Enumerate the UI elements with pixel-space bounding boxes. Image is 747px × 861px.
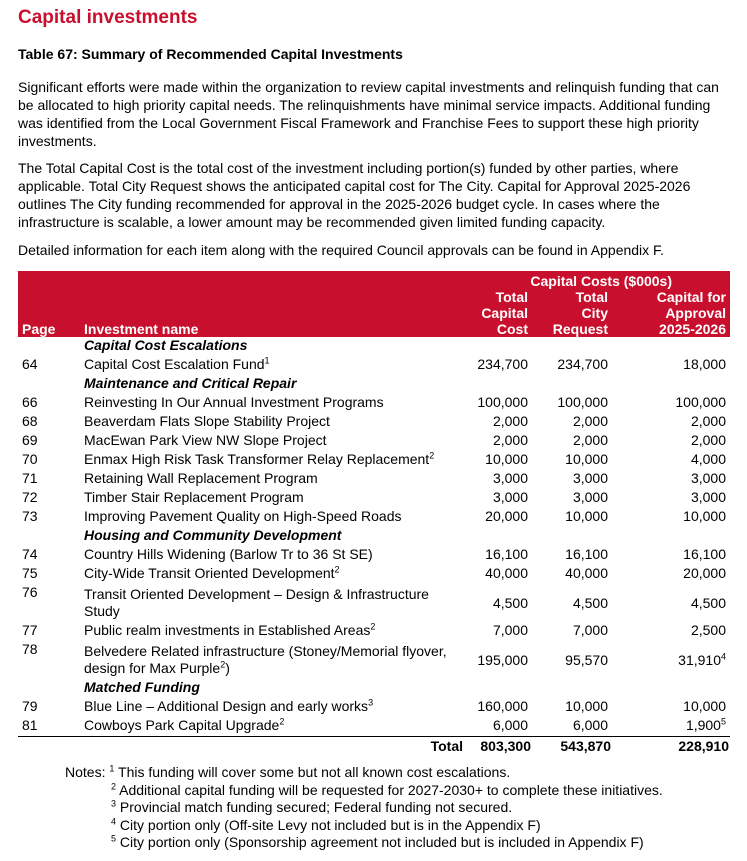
investment-name-cell xyxy=(80,717,464,736)
investment-name: Timber Stair Replacement Program xyxy=(84,489,304,505)
footnote-ref: 3 xyxy=(368,697,374,708)
total-capital-cost-cell: 195,000 xyxy=(477,651,528,668)
note-text: City portion only (Sponsorship agreement not included but is included in Appendix F) xyxy=(119,834,644,850)
table-row xyxy=(18,565,730,584)
total-city-request-cell: 10,000 xyxy=(565,451,608,467)
approval-cell xyxy=(612,356,730,375)
total-city-request-cell: 100,000 xyxy=(557,394,608,410)
footnote-ref: 2 xyxy=(370,621,376,632)
section-label: Capital Cost Escalations xyxy=(84,337,248,353)
page-number: 78 xyxy=(22,641,38,657)
section-row xyxy=(18,337,730,356)
investment-name-cell xyxy=(80,451,464,470)
table-row xyxy=(18,356,730,375)
approval-value: 10,000 xyxy=(683,508,726,524)
table-row xyxy=(18,641,730,679)
approval-cell xyxy=(612,451,730,470)
intro-paragraph: Significant efforts were made within the organization to review capital investments and relinquish funding that can be allocated to high priority capital needs. The relinquishments have minimal service impacts. Additional funding was identified from the Local Government Fiscal Framework and Franchise Fees to support these high priority investments. xyxy=(18,79,719,149)
total-city-request: 543,870 xyxy=(560,737,611,754)
total-capital-cost-cell: 160,000 xyxy=(477,698,528,714)
total-label: Total xyxy=(430,737,463,754)
investment-name: City-Wide Transit Oriented Development xyxy=(84,565,335,581)
footnote-ref: 1 xyxy=(264,355,270,366)
investment-name: Reinvesting In Our Annual Investment Programs xyxy=(84,394,384,410)
total-capital-cost-cell: 40,000 xyxy=(485,565,528,581)
section-row xyxy=(18,679,730,698)
total-capital-cost-cell: 10,000 xyxy=(485,451,528,467)
total-city-request-cell: 4,500 xyxy=(572,594,608,611)
note-number: 2 xyxy=(111,780,117,791)
col-total-cost-line2: Capital xyxy=(481,305,528,321)
note-item xyxy=(65,834,663,852)
total-capital-cost-cell: 7,000 xyxy=(492,622,528,638)
total-city-request-cell: 234,700 xyxy=(557,356,608,372)
approval-value: 2,000 xyxy=(690,413,726,429)
investment-name: MacEwan Park View NW Slope Project xyxy=(84,432,327,448)
table-row xyxy=(18,508,730,527)
investment-name-cell xyxy=(80,356,464,375)
table-row xyxy=(18,622,730,641)
footnote-ref: 2 xyxy=(220,659,226,670)
table-header xyxy=(18,271,730,337)
section-label: Maintenance and Critical Repair xyxy=(84,375,297,391)
note-item xyxy=(65,764,663,782)
approval-cell xyxy=(612,413,730,432)
approval-value: 10,000 xyxy=(683,698,726,714)
total-capital-cost-cell: 2,000 xyxy=(492,432,528,448)
page-number: 75 xyxy=(22,565,38,581)
approval-value: 1,900 xyxy=(685,717,721,733)
investment-name: Capital Cost Escalation Fund xyxy=(84,356,265,372)
page-number: 68 xyxy=(22,413,38,429)
group-header: Capital Costs ($000s) xyxy=(530,273,672,289)
page-number: 77 xyxy=(22,622,38,638)
note-number: 3 xyxy=(111,798,117,809)
total-row xyxy=(18,736,730,755)
page-number: 74 xyxy=(22,546,38,562)
approval-cell xyxy=(612,622,730,641)
total-city-request-cell: 10,000 xyxy=(565,698,608,714)
total-city-request-cell: 6,000 xyxy=(532,717,612,736)
investment-name-cell xyxy=(80,546,464,565)
investment-name-cell xyxy=(80,565,464,584)
section-row xyxy=(18,527,730,546)
approval-value: 18,000 xyxy=(683,356,726,372)
investment-name-cell xyxy=(80,489,464,508)
total-city-request-cell: 2,000 xyxy=(572,413,608,429)
note-number: 1 xyxy=(109,763,115,774)
approval-value: 31,910 xyxy=(678,651,721,668)
investment-name: Transit Oriented Development – Design & Infrastructure Study xyxy=(84,586,429,619)
table-title: Table 67: Summary of Recommended Capital Investments xyxy=(18,46,403,62)
table-row xyxy=(18,413,730,432)
approval-value: 2,500 xyxy=(690,622,726,638)
col-total-cost-line1: Total xyxy=(495,289,528,305)
section-row xyxy=(18,375,730,394)
approval-value: 3,000 xyxy=(690,489,726,505)
table-row xyxy=(18,698,730,717)
page-number: 72 xyxy=(22,489,38,505)
footnote-ref: 2 xyxy=(429,450,435,461)
col-approval-line2: Approval xyxy=(665,305,726,321)
page-number: 64 xyxy=(22,356,38,372)
note-text: Additional capital funding will be requested for 2027-2030+ to complete these initiatives. xyxy=(119,781,663,798)
note-text: Provincial match funding secured; Federal funding not secured. xyxy=(119,799,513,815)
page-number: 79 xyxy=(22,698,38,714)
total-city-request-cell: 2,000 xyxy=(572,432,608,448)
section-heading: Capital investments xyxy=(18,7,198,28)
approval-cell xyxy=(612,470,730,489)
total-capital-cost-cell: 6,000 xyxy=(464,717,532,736)
approval-cell xyxy=(612,489,730,508)
page-number: 69 xyxy=(22,432,38,448)
investment-name-cell xyxy=(80,698,464,717)
col-city-request-line3: Request xyxy=(552,321,608,337)
investment-name: Belvedere Related infrastructure (Stoney/Memorial flyover, design for Max Purple xyxy=(84,643,447,676)
approval-value: 16,100 xyxy=(683,546,726,562)
section-label: Housing and Community Development xyxy=(84,527,342,543)
col-approval-line1: Capital for xyxy=(656,289,726,305)
footnote-ref: 4 xyxy=(720,650,726,661)
total-city-request-cell: 3,000 xyxy=(572,489,608,505)
approval-cell xyxy=(612,508,730,527)
col-city-request-line2: City xyxy=(581,305,608,321)
investment-name: Public realm investments in Established Areas xyxy=(84,622,371,638)
col-investment-name: Investment name xyxy=(84,321,199,337)
footnote-ref: 2 xyxy=(334,564,340,575)
page-number: 66 xyxy=(22,394,38,410)
investment-name: Beaverdam Flats Slope Stability Project xyxy=(84,413,330,429)
total-city-request-cell: 3,000 xyxy=(572,470,608,486)
note-number: 4 xyxy=(111,815,117,826)
table-notes xyxy=(65,764,663,852)
total-capital-cost-cell: 20,000 xyxy=(485,508,528,524)
note-text: City portion only (Off-site Levy not included but is in the Appendix F) xyxy=(119,816,541,833)
page-number: 73 xyxy=(22,508,38,524)
approval-cell xyxy=(612,546,730,565)
total-capital-cost-cell: 3,000 xyxy=(492,489,528,505)
total-city-request-cell: 95,570 xyxy=(565,651,608,668)
capital-investments-table xyxy=(18,271,730,755)
approval-cell xyxy=(612,717,730,736)
investment-name: Cowboys Park Capital Upgrade xyxy=(84,717,280,733)
investment-name: Improving Pavement Quality on High-Speed Roads xyxy=(84,508,402,524)
col-approval-line3: 2025-2026 xyxy=(659,321,726,337)
investment-name-cell xyxy=(80,508,464,527)
investment-name-cell xyxy=(80,470,464,489)
investment-name-cell xyxy=(80,622,464,641)
total-capital-cost-cell: 16,100 xyxy=(485,546,528,562)
section-label: Matched Funding xyxy=(84,679,200,695)
notes-label: Notes: xyxy=(65,764,106,780)
col-total-cost-line3: Cost xyxy=(496,321,528,337)
approval-value: 3,000 xyxy=(690,470,726,486)
table-row xyxy=(18,451,730,470)
investment-name: Blue Line – Additional Design and early works xyxy=(84,698,369,714)
page-number: 71 xyxy=(22,470,38,486)
note-number: 5 xyxy=(111,833,117,844)
investment-name-cell xyxy=(80,584,464,622)
table-row xyxy=(18,432,730,451)
total-approval: 228,910 xyxy=(678,737,729,754)
investment-name-tail: ) xyxy=(225,660,230,676)
table-row xyxy=(18,394,730,413)
table-body xyxy=(18,337,730,736)
table-row xyxy=(18,546,730,565)
approval-value: 20,000 xyxy=(683,565,726,581)
approval-cell xyxy=(612,432,730,451)
total-city-request-cell: 16,100 xyxy=(565,546,608,562)
investment-name-cell xyxy=(80,413,464,432)
total-capital-cost-cell: 3,000 xyxy=(492,470,528,486)
approval-cell xyxy=(612,565,730,584)
definition-paragraph: The Total Capital Cost is the total cost of the investment including portion(s) funded by other parties, where applicable. Total City Request shows the anticipated capital cost for The City. Capital for Approval 2025-2026 outlines The City funding recommended for approval in the 2025-2026 budget cycle. In cases where the infrastructure is scalable, a lower amount may be recommended given limited funding capacity. xyxy=(18,160,691,230)
approval-cell xyxy=(612,394,730,413)
col-page: Page xyxy=(22,321,56,337)
total-city-request-cell: 10,000 xyxy=(565,508,608,524)
note-item xyxy=(65,782,663,800)
table-row xyxy=(18,489,730,508)
footnote-ref: 2 xyxy=(279,716,285,727)
approval-value: 2,000 xyxy=(690,432,726,448)
investment-name: Enmax High Risk Task Transformer Relay Replacement xyxy=(84,451,430,467)
table-row xyxy=(18,717,730,736)
approval-value: 100,000 xyxy=(675,394,726,410)
appendix-paragraph: Detailed information for each item along with the required Council approvals can be found in Appendix F. xyxy=(18,242,664,258)
note-item xyxy=(65,799,663,817)
investment-name-cell xyxy=(80,641,464,679)
table-row xyxy=(18,584,730,622)
table-row xyxy=(18,470,730,489)
col-city-request-line1: Total xyxy=(575,289,608,305)
approval-value: 4,000 xyxy=(690,451,726,467)
page-number: 76 xyxy=(22,584,38,600)
total-capital-cost-cell: 234,700 xyxy=(477,356,528,372)
total-capital-cost-cell: 100,000 xyxy=(477,394,528,410)
approval-cell xyxy=(612,584,730,622)
total-city-request-cell: 7,000 xyxy=(572,622,608,638)
investment-name: Retaining Wall Replacement Program xyxy=(84,470,318,486)
approval-value: 4,500 xyxy=(690,594,726,611)
total-capital-cost: 803,300 xyxy=(480,737,531,754)
total-capital-cost-cell: 4,500 xyxy=(492,594,528,611)
page-number: 70 xyxy=(22,451,38,467)
investment-name-cell xyxy=(80,394,464,413)
approval-cell xyxy=(612,698,730,717)
note-item xyxy=(65,817,663,835)
page-number: 81 xyxy=(18,717,80,736)
note-text: This funding will cover some but not all known cost escalations. xyxy=(118,764,511,780)
footnote-ref: 5 xyxy=(720,716,726,727)
investment-name-cell xyxy=(80,432,464,451)
total-city-request-cell: 40,000 xyxy=(565,565,608,581)
approval-cell xyxy=(612,641,730,679)
total-capital-cost-cell: 2,000 xyxy=(492,413,528,429)
investment-name: Country Hills Widening (Barlow Tr to 36 St SE) xyxy=(84,546,373,562)
